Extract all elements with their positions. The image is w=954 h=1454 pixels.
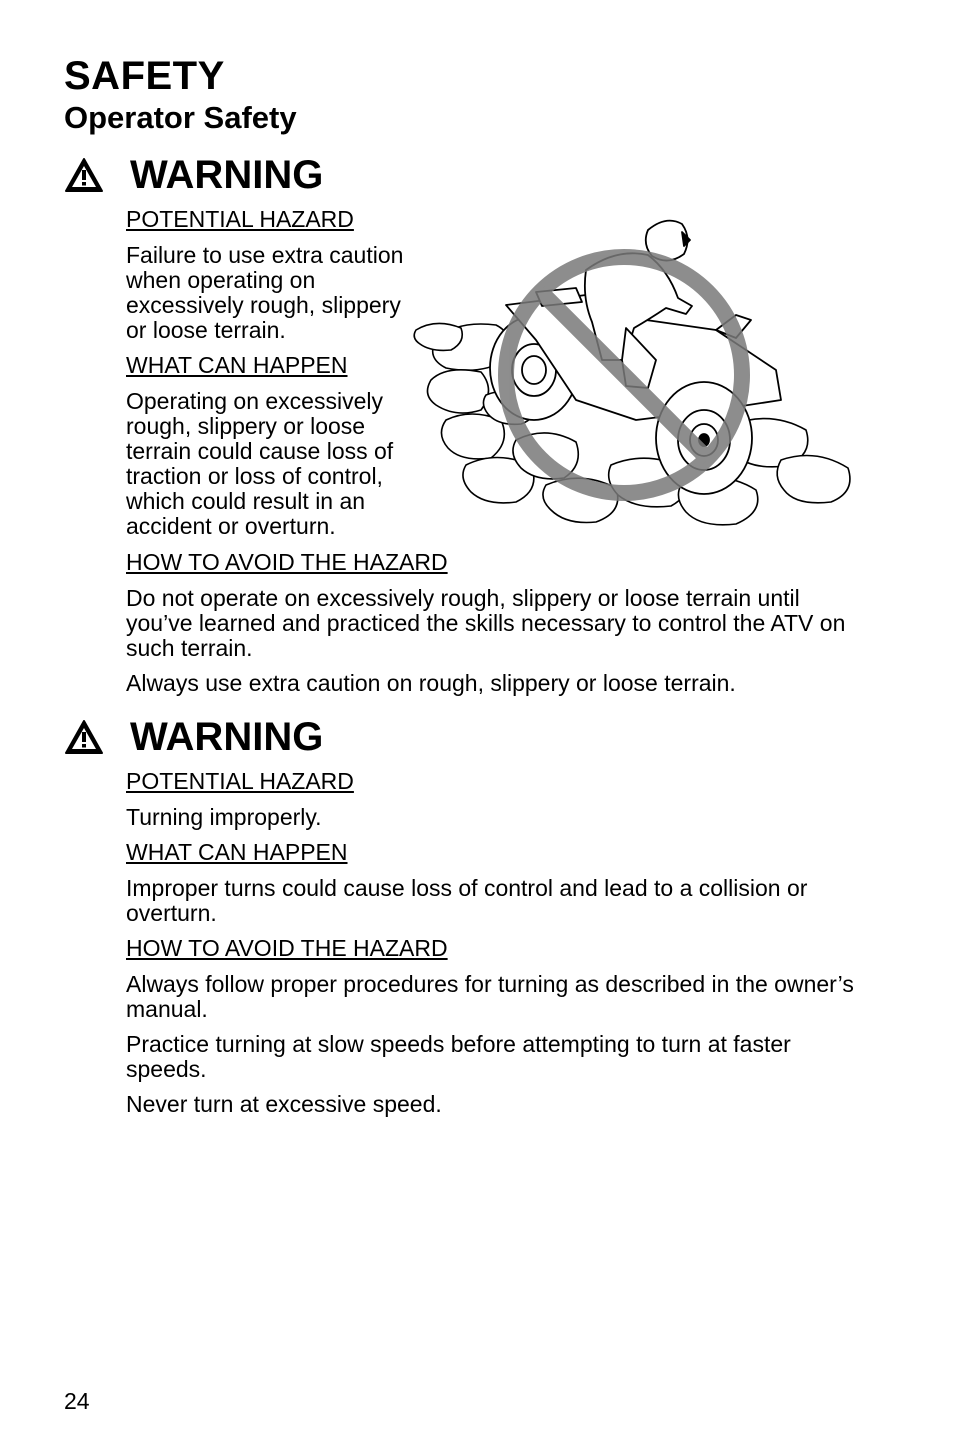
- what-can-happen-text: Improper turns could cause loss of control and lead to a collision or overturn.: [126, 875, 808, 926]
- what-can-happen-text: Operating on excessively rough, slippery or loose terrain could cause loss of traction or loss of control, which could result in an accident or overturn.: [126, 388, 394, 539]
- how-to-avoid-paragraph: Always use extra caution on rough, slippery or loose terrain.: [126, 670, 736, 696]
- atv-rough-terrain-prohibited-icon: [386, 210, 862, 540]
- potential-hazard-text: Failure to use extra caution when operating on excessively rough, slippery or loose terrain.: [126, 242, 404, 343]
- warning-triangle-icon: [64, 719, 104, 755]
- warning-heading-1: [64, 152, 323, 198]
- warning-1-lower-text: [126, 550, 866, 696]
- how-to-avoid-paragraph: Practice turning at slow speeds before attempting to turn at faster speeds.: [126, 1031, 791, 1082]
- warning-heading-2: [64, 714, 323, 760]
- how-to-avoid-heading: HOW TO AVOID THE HAZARD: [126, 935, 448, 961]
- warning-triangle-icon: [64, 157, 104, 193]
- how-to-avoid-paragraph: Never turn at excessive speed.: [126, 1091, 442, 1117]
- page-number: 24: [64, 1388, 90, 1414]
- potential-hazard-text: Turning improperly.: [126, 804, 322, 830]
- how-to-avoid-heading: HOW TO AVOID THE HAZARD: [126, 549, 448, 575]
- potential-hazard-heading: POTENTIAL HAZARD: [126, 206, 354, 232]
- page-title: SAFETY: [64, 54, 225, 98]
- how-to-avoid-paragraph: Do not operate on excessively rough, slippery or loose terrain until you’ve learned and practiced the skills necessary to control the ATV on such terrain.: [126, 585, 846, 661]
- warning-1-upper-text: [126, 207, 426, 539]
- warning-label: WARNING: [130, 153, 324, 197]
- section-subtitle: Operator Safety: [64, 100, 297, 135]
- how-to-avoid-paragraph: Always follow proper procedures for turning as described in the owner’s manual.: [126, 971, 854, 1022]
- warning-2-text: [126, 769, 866, 1117]
- what-can-happen-heading: WHAT CAN HAPPEN: [126, 352, 348, 378]
- what-can-happen-heading: WHAT CAN HAPPEN: [126, 839, 348, 865]
- warning-label: WARNING: [130, 715, 324, 759]
- potential-hazard-heading: POTENTIAL HAZARD: [126, 768, 354, 794]
